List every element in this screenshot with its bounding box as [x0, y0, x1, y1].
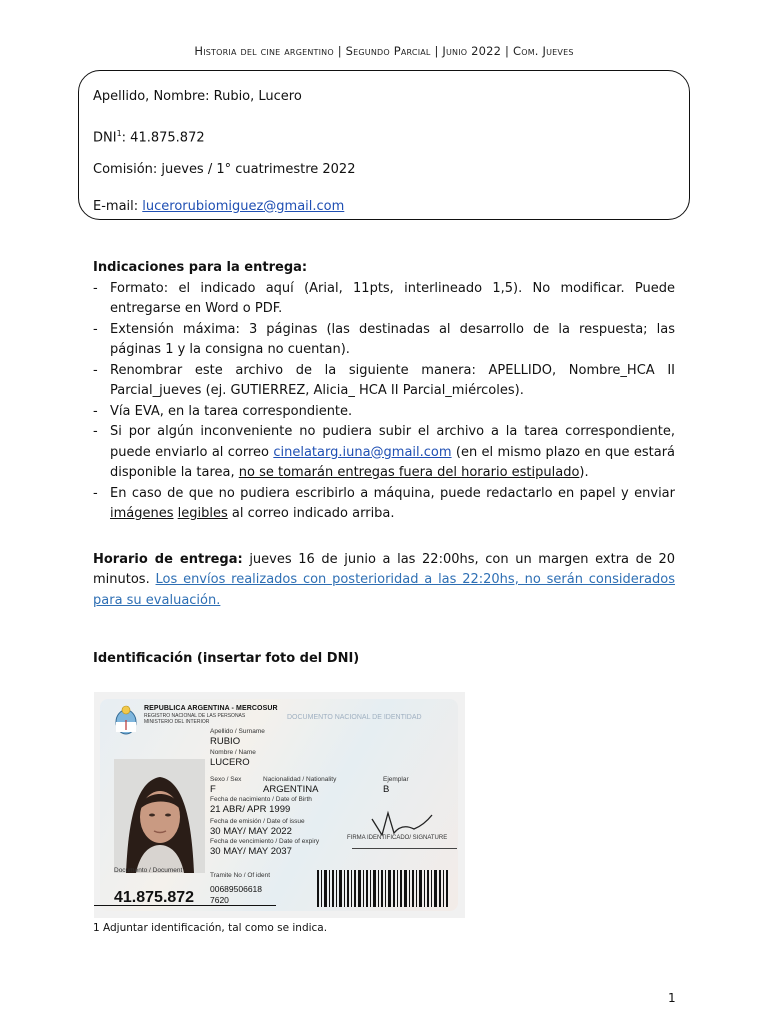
list-dash: -: [93, 321, 98, 337]
portrait-image: [114, 759, 205, 873]
eva-text: Vía EVA, en la tarea correspondiente.: [110, 403, 353, 419]
legible-underlined: legibles: [177, 506, 228, 521]
alt-send-text-2: (en el mismo plazo en que estará disponible la tarea,: [110, 444, 675, 480]
dni-header-country: REPUBLICA ARGENTINA - MERCOSUR: [144, 705, 278, 712]
list-item: [93, 279, 675, 320]
email-link[interactable]: lucerorubiomiguez@gmail.com: [142, 198, 345, 214]
name-row: [93, 87, 675, 124]
nationality-value: ARGENTINA: [263, 784, 319, 795]
expiry-value: 30 MAY/ MAY 2037: [210, 846, 292, 857]
name-value-card: LUCERO: [210, 757, 250, 768]
dni-row: [93, 124, 675, 161]
format-label: Formato:: [110, 280, 169, 296]
barcode-icon: [317, 870, 448, 907]
list-item: [93, 361, 675, 402]
list-item: [93, 402, 675, 423]
rename-text: Renombrar este archivo de la siguiente manera: APELLIDO, Nombre_HCA II Parcial_jueves (ej. GUTIERREZ, Alicia_ HCA II Parcial_miércoles).: [110, 362, 675, 398]
page-number: 1: [668, 991, 676, 1005]
extension-text: Extensión máxima: 3 páginas (las destinadas al desarrollo de la respuesta; las páginas 1 y la consigna no cuentan).: [110, 321, 675, 357]
schedule-label: Horario de entrega:: [93, 551, 243, 567]
surname-value: RUBIO: [210, 736, 241, 747]
schedule-text: jueves 16 de junio a las 22:00hs, con un margen extra de 20 minutos.: [93, 551, 676, 587]
birth-label: Fecha de nacimiento / Date of Birth: [210, 796, 312, 803]
deadline-warning: no se tomarán entregas fuera del horario estipulado: [238, 465, 580, 480]
copy-label: Ejemplar: [383, 776, 409, 783]
list-item: [93, 422, 675, 484]
dni-image: [94, 692, 465, 918]
paper-text-2: al correo indicado arriba.: [227, 506, 395, 521]
alt-send-text-3: ).: [579, 465, 589, 480]
tramite-number-1: 00689506618: [210, 884, 263, 894]
dni-ministry-line: MINISTERIO DEL INTERIOR: [144, 719, 210, 725]
issue-value: 30 MAY/ MAY 2022: [210, 826, 292, 837]
dni-value: : 41.875.872: [121, 129, 205, 145]
email-label: E-mail:: [93, 198, 139, 214]
signature-line: [352, 848, 457, 849]
dni-registry-line: REGISTRO NACIONAL DE LAS PERSONAS: [144, 713, 246, 719]
instructions-section: [93, 258, 675, 611]
list-dash: -: [93, 280, 98, 296]
list-dash: -: [93, 362, 98, 378]
dni-card: [100, 699, 458, 911]
tramite-number-2: 7620: [210, 895, 229, 905]
list-dash: -: [93, 403, 98, 419]
copy-value: B: [383, 784, 390, 795]
paper-text: En caso de que no pudiera escribirlo a máquina, puede redactarlo en papel y enviar: [110, 485, 675, 501]
course-email-link[interactable]: cinelatarg.iuna@gmail.com: [273, 444, 452, 460]
argentina-crest-icon: [113, 704, 139, 736]
expiry-label: Fecha de vencimiento / Date of expiry: [210, 838, 320, 845]
schedule-warning: Los envíos realizados con posterioridad a las 22:20hs, no serán considerados para su evaluación.: [93, 572, 675, 608]
instructions-title: Indicaciones para la entrega:: [93, 260, 308, 275]
sex-label: Sexo / Sex: [210, 776, 242, 783]
identification-title: Identificación (insertar foto del DNI): [93, 651, 360, 666]
dni-footnote-mark: 1: [116, 128, 122, 138]
surname-label: Apellido / Surname: [210, 728, 265, 735]
email-row: [93, 197, 675, 234]
document-number-underline: [94, 905, 276, 906]
sex-value: F: [210, 784, 216, 795]
student-info-box: [78, 70, 690, 220]
name-label: Apellido, Nombre:: [93, 89, 210, 104]
comision-row: Comisión: jueves / 1° cuatrimestre 2022: [93, 162, 356, 177]
tramite-label: Tramite No / Of ident: [210, 872, 271, 879]
issue-label: Fecha de emisión / Date of issue: [210, 818, 305, 825]
images-underlined: imágenes: [110, 506, 174, 521]
birth-value: 21 ABR/ APR 1999: [210, 804, 291, 815]
document-number: 41.875.872: [114, 889, 195, 906]
list-item: [93, 320, 675, 361]
name-label-card: Nombre / Name: [210, 749, 256, 756]
list-dash: -: [93, 424, 98, 439]
list-dash: -: [93, 485, 98, 501]
name-value: Rubio, Lucero: [213, 89, 302, 104]
instructions-list: [93, 279, 675, 525]
signature-label: FIRMA IDENTIFICADO/ SIGNATURE: [347, 835, 448, 841]
alt-send-text: Si por algún inconveniente no pudiera subir el archivo a la tarea correspondiente, puede enviarlo al correo: [110, 424, 675, 460]
dni-doc-title: DOCUMENTO NACIONAL DE IDENTIDAD: [287, 714, 422, 721]
format-text: el indicado aquí (Arial, 11pts, interlineado 1,5). No modificar. Puede entregarse en Word o PDF.: [110, 280, 675, 316]
footnote: 1 Adjuntar identificación, tal como se indica.: [93, 922, 328, 934]
nationality-label: Nacionalidad / Nationality: [263, 776, 337, 783]
document-label: Documento / Document: [114, 867, 183, 874]
schedule-paragraph: [93, 550, 675, 612]
id-photo: [114, 759, 205, 873]
list-item: [93, 484, 675, 525]
page-header: Historia del cine argentino | Segundo Parcial | Junio 2022 | Com. Jueves: [194, 44, 574, 58]
dni-label: DNI: [93, 129, 117, 145]
dni-header-registry: [144, 713, 245, 725]
